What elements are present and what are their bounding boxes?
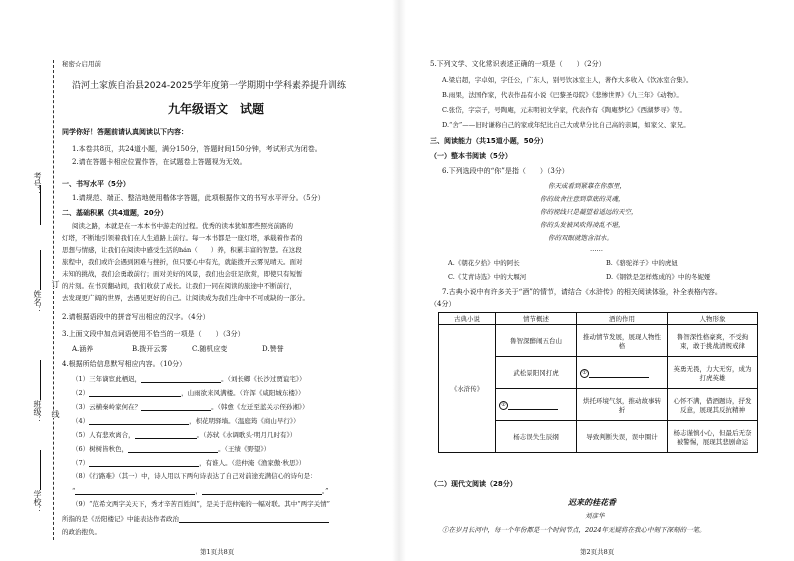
table-cell: 杨志误失生辰纲 [496,421,577,453]
table-header: 古典小说 [439,313,496,325]
comma: ， [195,487,202,495]
section-3-2-heading: （二）现代文阅读（28分） [430,480,517,488]
question-1: 1.请规范、端正、整洁地使用楷体字答题，此项根据作文的书写水平评分。（5分） [72,194,325,202]
q6-option-d: D.《钢铁是怎样炼成的》中的冬妮娅 [606,273,711,281]
dictation-row [72,444,270,453]
dictation-8-answer [72,486,328,495]
dictation-num: （3） [72,403,90,411]
page-title: 九年级语文 试题 [168,102,265,116]
q6-option-a: A.《朝花夕拾》中的阿长 [448,259,520,267]
dictation-num: （6） [72,445,90,453]
table-cell: 武松景阳冈打虎 [496,357,577,389]
table-row [439,325,758,357]
dictation-pre: 人有悲欢离合， [89,431,135,439]
answer-blank[interactable] [89,388,181,397]
dictation-row [72,402,309,411]
binding-xian: 线 [51,410,60,418]
page-fold [392,0,406,561]
class-label: 班级： [33,400,42,424]
notice-title: 同学你好！答题前请认真阅读以下内容： [62,128,188,136]
passage-line-2: 灯塔，不断地引领着我们在人生道路上前行。每一本书都是一座灯塔，承载着作者的 [62,234,303,242]
dictation-row [72,416,300,425]
question-7: 7.古典小说中有许多关于“酒”的情节，请结合《水浒传》的相关阅读体验，补全表格内容。 [442,288,722,296]
dictation-source: ，枳花明驿墙。（温庭筠《商山早行》） [189,417,300,425]
dictation-source: ，山雨欲来风满楼。（许浑《咸阳城东楼》） [181,389,305,397]
exam-number-label: 考号： [33,172,42,196]
table-header: 情节概述 [496,313,577,325]
dictation-num: （7） [72,459,90,467]
question-3: 3.上面文段中加点词语使用不恰当的一项是（ ）（3分） [62,330,245,338]
q3-option-c: C.随机应变 [192,345,228,353]
page-footer-right: 第2页共8页 [580,548,615,556]
dictation-source: 。（王绩《野望》） [218,445,271,453]
dictation-num: （1） [72,375,90,383]
exam-header: 沿河土家族自治县2024-2025学年度第一学期期中学科素养提升训练 [72,81,347,91]
binding-ding: 订 [51,280,60,288]
secret-mark: 秘密☆启用前 [62,60,101,68]
close-quote: 。” [321,487,329,495]
dictation-source: 。（刘长卿《长沙过贾谊宅》） [221,375,306,383]
passage-line-3: 思想与情感，让我们在阅读中感受生活的hán（ ）养，积累丰富的智慧。在这段 [62,246,302,254]
dictation-num: （5） [72,431,90,439]
table-header: 人物形象 [668,313,758,325]
answer-blank[interactable] [75,486,195,495]
q6-option-c: C.《艾青诗选》中的大堰河 [448,273,527,281]
exam-number-underline [40,185,42,225]
question-6: 6.下列选段中的“你”是指（ ）（3分） [442,167,569,175]
table-cell: 鲁智深性格豪爽，不受拘束，敢于挑战清规戒律 [668,325,758,357]
question-4: 4.根据所给信息默写相应内容。（10分） [62,360,187,368]
answer-blank[interactable] [89,416,189,425]
passage-line-1: 阅读之路，本就是在一本本书中游走的过程。优秀的读本犹如那些照亮前路的 [72,222,293,230]
question-2: 2.请根据语段中的拼音写出相应的汉字。（4分） [62,313,210,321]
answer-blank[interactable] [128,444,218,453]
table-cell: 烘托环境气氛，推动故事转折 [577,389,668,421]
dictation-9-answer [62,514,329,523]
novel-cell: 《水浒传》 [439,325,496,453]
poem-line: 你天成看到紧靠在你那里， [548,182,626,190]
table-header: 酒的作用 [577,313,668,325]
dictation-9-prompt: （9）“范希文两字关天下，秀才辛苦百姓间”，是关于范仲淹的一幅对联。其中“两字关情” [72,500,330,508]
dictation-source: 。（苏轼《水调歌头·明月几时有》） [196,431,297,439]
passage-line-6: 的片刻。在书页翻动间，我们收获了成长。让我们一同在阅读的旅途中不断前行， [62,282,296,290]
passage-line-7: 去发现更广阔的世界，去遇见更好的自己。让阅读成为我们生命中不可或缺的一部分。 [62,294,309,302]
section-1-heading: 一、书写水平（5分） [62,180,130,188]
school-label: 学校： [33,490,42,514]
q3-option-a: A.涵养 [72,345,94,353]
q5-option-d: D.“舍”——旧时谦称自己的家或年纪比自己大或辈分比自己高的亲属，如家父、家兄。 [442,121,690,129]
answer-blank[interactable] [202,486,322,495]
poem-line: 你的双眼就饱含泪水。 [548,234,613,242]
answer-blank[interactable] [135,430,197,439]
dictation-source: 。（韩愈《左迁至蓝关示侄孙湘》） [211,403,309,411]
dictation-pre: 树树皆秋色， [89,445,129,453]
section-2-heading: 二、基础积累（共4道题，20分） [62,209,168,217]
dictation-pre: 云横秦岭家何在？ [89,403,142,411]
q5-option-b: B.雨果，法国作家，代表作品有小说《巴黎圣母院》《悲惨世界》《九三年》《动物》。 [442,91,683,99]
literature-table [438,312,758,453]
class-underline [40,360,42,400]
answer-cell-1[interactable] [577,357,668,389]
passage-line-4: 旅程中，我们或许会遇到困难与挫折，但只要心中有光，就能拨开云雾见晴天。面对 [62,258,303,266]
table-cell: 英勇无畏，力大无穷，成为打虎英雄 [668,357,758,389]
section-3-1-heading: （一）整本书阅读（5分） [430,152,512,160]
circle-number: ① [580,369,589,378]
table-cell: 心怀不满，借酒题诗，抒发反意，展现其反抗精神 [668,389,758,421]
answer-blank[interactable] [589,369,649,378]
notice-2: 2.请在答题卡相应位置作答，在试题卷上答题视为无效。 [72,158,247,166]
school-underline [40,450,42,490]
answer-blank[interactable] [89,458,199,467]
essay-title: 迟来的桂花香 [568,497,616,507]
dictation-8-prompt: （8）《行路难》（其一）中，诗人用以下两句诗表达了自己对前途充满信心的诗句是： [72,472,317,480]
dictation-9-text: 所指的是《岳阳楼记》中能表达作者政治 [62,515,179,523]
question-7-tail: （4分） [430,300,456,308]
essay-paragraph-1: ①在岁月长河中，每一个年份都是一个时间节点，2024年无疑将在我心中刻下深刻的一笔。 [442,526,706,534]
name-underline [40,250,42,290]
poem-line: 你的头发被风吹得凌乱不堪， [540,221,625,229]
essay-author: 刘彦华 [585,512,605,520]
answer-blank[interactable] [141,402,211,411]
poem-line: …… [590,245,603,253]
circle-number: ② [499,401,508,410]
answer-cell-2[interactable] [496,389,577,421]
name-label: 姓名： [33,290,42,314]
page-footer-left: 第1页共8页 [200,548,235,556]
poem-line: 你的故舍注意到草底的灵魂， [540,195,625,203]
notice-1: 1.本卷共8页，共24道小题，满分150分，答题时间150分钟，考试形式为闭卷。 [72,145,322,153]
dictation-pre: 三年谪宦此栖迟， [89,375,142,383]
table-header-row [439,313,758,325]
answer-blank[interactable] [179,514,329,523]
open-quote: “ [72,487,76,495]
dictation-row [72,458,305,467]
question-5: 5.下列文学、文化常识表述正确的一项是（ ）（2分） [430,60,606,68]
dictation-row [72,374,306,383]
binding-dashed-line [53,60,54,540]
dictation-row [72,388,305,397]
dictation-num: （2） [72,389,90,397]
section-3-heading: 三、阅读能力（共15道小题，50分） [430,137,548,145]
table-cell: 推动情节发展，展现人物性格 [577,325,668,357]
q3-option-b: B.拨开云雾 [132,345,168,353]
answer-blank[interactable] [141,374,221,383]
q5-option-c: C.张岱，字宗子，号陶庵，元末明初文学家，代表作有《陶庵梦忆》《西湖梦寻》等。 [442,106,687,114]
q6-option-b: B.《骆驼祥子》中的虎妞 [606,259,678,267]
table-cell: 导致判断失误，误中圈计 [577,421,668,453]
q3-option-d: D.赞誉 [262,345,284,353]
answer-blank[interactable] [508,401,558,410]
passage-line-5: 未知的挑战，我们会勇敢前行；面对美好的风景，我们也会驻足欣赏，即使只有短暂 [62,270,303,278]
dictation-source: ，有谁人。（范仲淹《渔家傲·秋思》） [199,459,306,467]
dictation-num: （4） [72,417,90,425]
table-cell: 鲁智深醉闹五台山 [496,325,577,357]
dictation-row [72,430,296,439]
dictation-9-tail: 的政治抱负。 [62,528,101,536]
table-cell: 杨志谨慎小心，但最后无奈被警惕，展现其悲剧命运 [668,421,758,453]
q5-option-a: A.梁启超，字卓如，字任公，广东人，别号饮冰室主人，著作大多收入《饮冰室合集》。 [442,76,693,84]
poem-line: 你的视线只是凝望着遥远的天空， [540,208,638,216]
